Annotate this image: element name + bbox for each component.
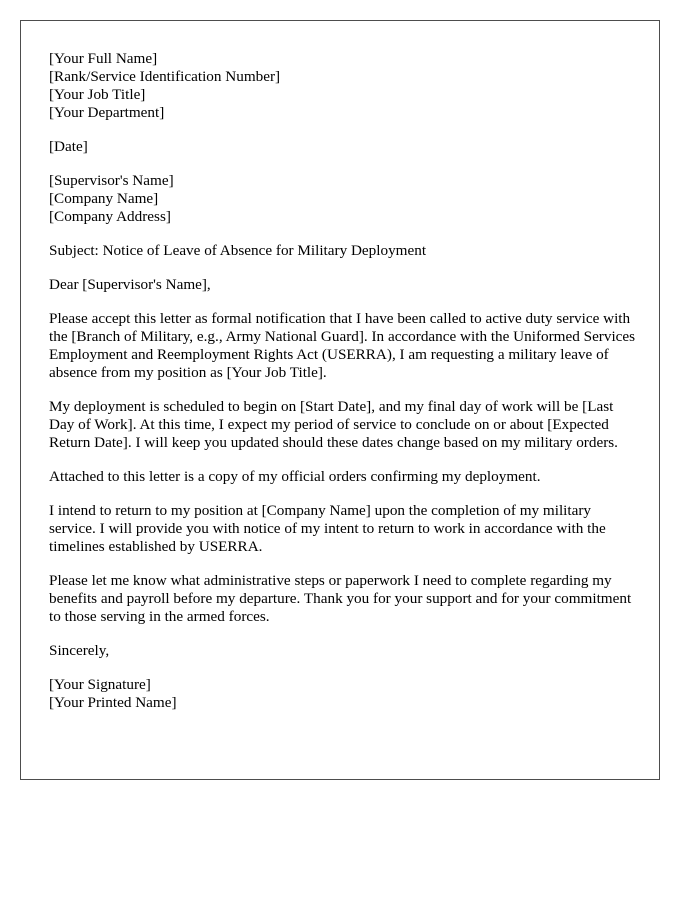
signature-block xyxy=(49,676,639,712)
recipient-company-name: [Company Name] xyxy=(49,190,159,207)
letter-date: [Date] xyxy=(49,138,88,155)
body-paragraph-return: I intend to return to my position at [Company Name] upon the completion of my military service. I will provide you with notice of my intent to return to work in accordance with the timelines established by USERRA. xyxy=(49,502,606,555)
body-paragraph-notification: Please accept this letter as formal notification that I have been called to active duty service with the [Branch of Military, e.g., Army National Guard]. In accordance with the Uniformed Services Employment and Reemployment Rights Act (USERRA), I am requesting a military leave of absence from my position as [Your Job Title]. xyxy=(49,310,636,381)
sender-job-title: [Your Job Title] xyxy=(49,86,146,103)
sender-department: [Your Department] xyxy=(49,104,165,121)
recipient-company-address: [Company Address] xyxy=(49,208,171,225)
recipient-supervisor-name: [Supervisor's Name] xyxy=(49,172,174,189)
body-paragraph-admin: Please let me know what administrative steps or paperwork I need to complete regarding my benefits and payroll before my departure. Thank you for your support and for your commitment to those serving in the armed forces. xyxy=(49,572,632,625)
letter-body xyxy=(49,50,639,728)
signature-line: [Your Signature] xyxy=(49,676,151,693)
sender-rank-id: [Rank/Service Identification Number] xyxy=(49,68,281,85)
subject-line: Subject: Notice of Leave of Absence for Military Deployment xyxy=(49,242,427,259)
recipient-block xyxy=(49,172,639,226)
date-block xyxy=(49,138,639,156)
salutation: Dear [Supervisor's Name], xyxy=(49,276,211,293)
letter-page xyxy=(20,20,660,780)
printed-name: [Your Printed Name] xyxy=(49,694,177,711)
sender-full-name: [Your Full Name] xyxy=(49,50,158,67)
body-paragraph-attachment: Attached to this letter is a copy of my official orders confirming my deployment. xyxy=(49,468,541,485)
sender-block xyxy=(49,50,639,122)
closing: Sincerely, xyxy=(49,642,110,659)
body-paragraph-dates: My deployment is scheduled to begin on [Start Date], and my final day of work will be [Last Day of Work]. At this time, I expect my period of service to conclude on or about [Expected Return Date]. I will keep you updated should these dates change based on my military orders. xyxy=(49,398,618,451)
